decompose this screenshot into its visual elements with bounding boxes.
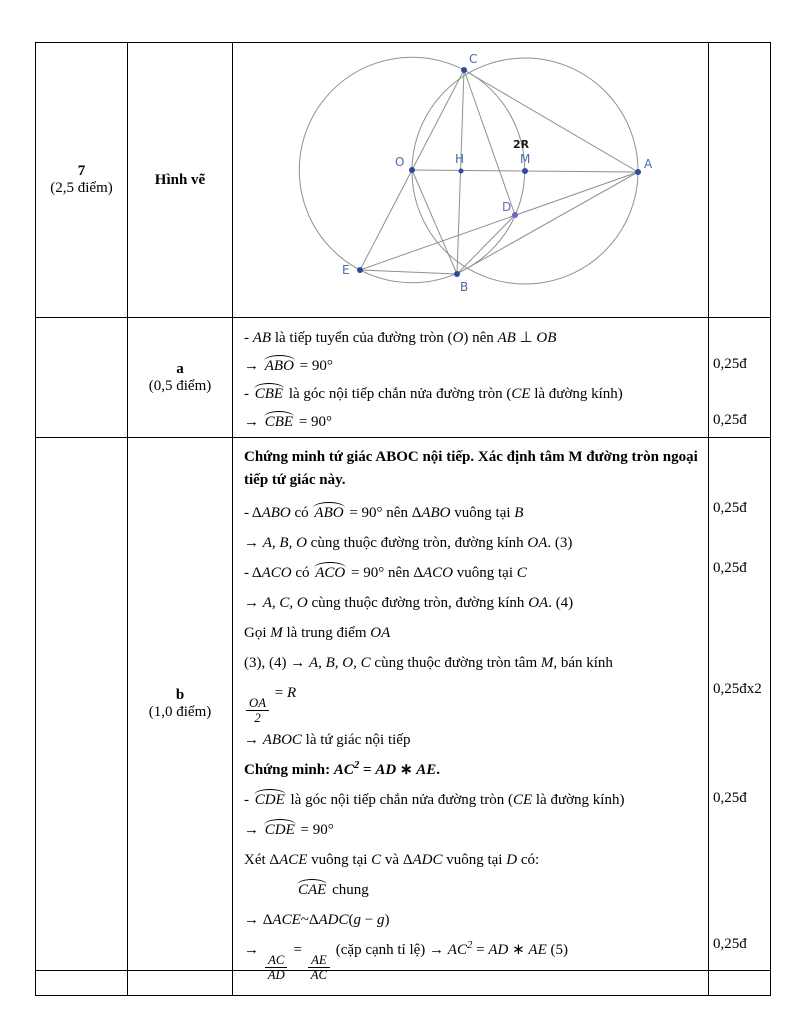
text-segment: CE	[512, 792, 533, 809]
point-B	[454, 271, 460, 277]
text-line	[244, 785, 700, 815]
cell-part-a-score	[709, 318, 771, 438]
label-B: B	[460, 279, 469, 294]
text-segment: là góc nội tiếp chắn nửa đường tròn (	[286, 792, 513, 809]
text-segment: ADC	[412, 852, 443, 869]
label-C: C	[469, 51, 478, 66]
text-segment: là góc nội tiếp chắn nửa đường tròn (	[285, 386, 512, 402]
text-line	[244, 875, 700, 905]
cell-part-b-content	[233, 438, 709, 983]
text-segment: →	[244, 358, 263, 374]
text-segment: OA	[528, 595, 549, 611]
text-segment: AB	[497, 330, 516, 346]
text-segment: =	[472, 942, 489, 959]
segment-CA	[464, 70, 638, 172]
text-line	[244, 648, 700, 678]
segment-AB	[457, 172, 638, 274]
point-E	[357, 267, 363, 273]
text-segment: =	[359, 762, 376, 779]
text-segment: ) nên	[463, 330, 498, 346]
label-M: M	[520, 151, 531, 166]
score-value: 0,25đ	[713, 500, 747, 516]
cell-figure	[233, 43, 709, 318]
text-segment: ACO	[423, 565, 454, 581]
text-segment: ⊥	[515, 330, 537, 346]
text-segment: →	[290, 655, 309, 671]
text-segment: g	[353, 912, 362, 929]
label-E: E	[342, 262, 350, 277]
angle-hat: CBE	[254, 386, 284, 402]
text-segment: vuông tại	[307, 852, 372, 869]
text-segment: 2	[466, 939, 473, 952]
text-segment: →	[244, 912, 263, 929]
text-segment: AE	[528, 942, 547, 959]
text-segment: . (3)	[547, 535, 573, 551]
point-H	[459, 168, 464, 173]
cell-score-figure	[709, 43, 771, 318]
cell-empty-a	[36, 318, 128, 438]
text-segment: chung	[328, 882, 369, 899]
text-segment: M	[270, 625, 283, 641]
text-segment: cùng thuộc đường tròn tâm	[370, 655, 541, 671]
text-segment: Gọi	[244, 625, 271, 641]
text-segment: = 90°	[295, 414, 333, 430]
question-number: 7	[77, 163, 86, 179]
segment-CD	[464, 70, 515, 215]
segment-EA	[360, 172, 638, 270]
text-segment: ~Δ	[300, 912, 319, 929]
text-segment: -	[244, 330, 253, 346]
text-segment: CE	[511, 386, 531, 402]
text-line	[244, 408, 700, 436]
text-line	[244, 324, 700, 352]
cell-footer-4	[709, 971, 771, 996]
text-line	[244, 678, 700, 725]
question-points: (2,5 điểm)	[50, 180, 113, 196]
cell-empty-b	[36, 438, 128, 971]
score-value: 0,25đ	[713, 790, 747, 806]
text-segment: vuông tại	[453, 565, 517, 581]
text-segment: →	[244, 595, 263, 611]
point-M	[522, 168, 528, 174]
label-O: O	[395, 154, 405, 169]
text-segment: →	[244, 414, 263, 430]
text-line	[244, 845, 700, 875]
segment-DB	[457, 215, 515, 274]
text-segment: →	[429, 942, 448, 959]
figure-lines	[299, 57, 638, 284]
text-segment: là đường kính)	[530, 386, 623, 402]
text-segment: →	[244, 732, 263, 749]
text-segment: ABO	[421, 505, 451, 521]
score-value: 0,25đ	[713, 936, 747, 952]
text-segment: vuông tại	[450, 505, 515, 521]
text-segment: có:	[517, 852, 540, 869]
angle-hat: ABO	[314, 505, 344, 521]
text-segment: cùng thuộc đường tròn, đường kính	[307, 595, 529, 611]
text-line	[244, 588, 700, 618]
text-segment: AE	[416, 762, 437, 779]
text-segment: M	[568, 449, 583, 465]
text-segment: = 90°	[295, 358, 333, 374]
text-line	[244, 905, 700, 935]
point-O	[409, 167, 415, 173]
fraction: $\frac{AE}{AC}$	[308, 953, 330, 982]
cell-part-b-score	[709, 438, 771, 971]
text-segment: AC	[447, 942, 467, 959]
text-line	[244, 528, 700, 558]
part-a-name: a	[176, 360, 184, 377]
figure-point-labels	[342, 52, 653, 294]
text-segment: vuông tại	[442, 852, 507, 869]
score-value: 0,25đ	[713, 412, 747, 428]
text-line	[244, 352, 700, 380]
text-segment: có	[291, 565, 314, 581]
text-segment: −	[361, 912, 377, 929]
text-segment: 2	[353, 759, 360, 772]
text-segment: ∗	[396, 762, 417, 779]
text-segment: ADC	[318, 912, 349, 929]
text-segment: B	[514, 505, 524, 521]
text-segment: Chứng minh:	[244, 762, 334, 779]
text-segment: .	[436, 762, 441, 779]
text-line	[244, 725, 700, 755]
text-segment: =	[289, 942, 306, 959]
text-segment: )	[384, 912, 390, 929]
text-segment: có	[290, 505, 313, 521]
angle-hat: CDE	[254, 792, 285, 809]
segment-OB	[412, 170, 457, 274]
text-line	[244, 558, 700, 588]
cell-figure-label	[128, 43, 233, 318]
text-segment: , bán kính	[553, 655, 613, 671]
text-segment: O	[452, 330, 464, 346]
angle-hat: CBE	[264, 414, 294, 430]
angle-hat: CDE	[264, 822, 295, 839]
text-segment: A, B, O	[262, 535, 307, 551]
cell-part-a-content	[233, 318, 709, 438]
text-line	[244, 755, 700, 785]
text-segment: - Δ	[244, 505, 262, 521]
text-segment: →	[244, 822, 263, 839]
text-segment: C	[516, 565, 527, 581]
part-b-points: (1,0 điểm)	[148, 704, 212, 720]
text-line	[244, 498, 700, 528]
score-value: 0,25đx2	[713, 681, 762, 697]
label-D: D	[502, 199, 512, 214]
text-segment: = 90°	[296, 822, 334, 839]
score-value: 0,25đ	[713, 356, 747, 372]
cell-part-b-label	[128, 438, 233, 971]
text-segment: cùng thuộc đường tròn, đường kính	[306, 535, 528, 551]
point-D	[512, 212, 518, 218]
text-segment: -	[244, 386, 253, 402]
geometry-figure	[233, 44, 708, 317]
text-segment: . (4)	[548, 595, 574, 611]
text-line	[244, 446, 700, 492]
angle-hat: CAE	[298, 882, 327, 899]
text-segment: Δ	[262, 912, 273, 929]
text-line	[244, 815, 700, 845]
text-segment: ACE	[272, 912, 301, 929]
text-segment: M	[540, 655, 554, 671]
text-segment: AD	[375, 762, 397, 779]
answer-table	[35, 42, 771, 996]
text-segment: là tiếp tuyến của đường tròn (	[271, 330, 453, 346]
text-segment: g	[376, 912, 385, 929]
text-segment: ACE	[279, 852, 308, 869]
text-segment: ∗	[508, 942, 529, 959]
text-segment: OB	[536, 330, 557, 346]
text-segment: =	[271, 685, 287, 701]
text-segment: D	[506, 852, 518, 869]
point-C	[461, 67, 467, 73]
text-segment: = 90° nên Δ	[345, 505, 422, 521]
text-segment: Xét Δ	[244, 852, 280, 869]
text-segment: →	[244, 942, 263, 959]
text-segment: A, C, O	[262, 595, 308, 611]
cell-question-number	[36, 43, 128, 318]
text-segment: AB	[252, 330, 272, 346]
text-segment: ABO	[261, 505, 291, 521]
text-segment: AD	[488, 942, 509, 959]
cell-footer-1	[36, 971, 128, 996]
text-line	[244, 618, 700, 648]
text-segment: ABOC	[262, 732, 302, 749]
text-segment: (3), (4)	[244, 655, 291, 671]
text-segment: là trung điểm	[282, 625, 371, 641]
text-segment: là đường kính)	[532, 792, 625, 809]
label-2R: 2R	[513, 137, 530, 151]
text-segment: đường tròn ngoại tiếp tứ giác này.	[244, 449, 698, 488]
text-line	[244, 380, 700, 408]
text-segment: →	[244, 535, 263, 551]
text-segment: - Δ	[244, 565, 262, 581]
score-value: 0,25đ	[713, 560, 747, 576]
text-segment: và Δ	[381, 852, 413, 869]
fraction: $\frac{OA}{2}$	[246, 696, 269, 725]
label-A: A	[644, 156, 653, 171]
cell-footer-2	[128, 971, 233, 996]
angle-hat: ABO	[264, 358, 294, 374]
text-segment: Chứng minh tứ giác	[244, 449, 376, 465]
fraction: $\frac{AC}{AD}$	[265, 953, 288, 982]
text-segment: C	[371, 852, 382, 869]
part-a-points: (0,5 điểm)	[148, 377, 212, 394]
text-segment: ABOC	[375, 449, 419, 465]
text-segment: OA	[370, 625, 391, 641]
label-H: H	[455, 151, 465, 166]
text-segment: (5)	[546, 942, 568, 959]
text-segment: A, B, O, C	[308, 655, 371, 671]
text-segment: là tứ giác nội tiếp	[301, 732, 411, 749]
text-segment: AC	[333, 762, 354, 779]
point-A	[635, 169, 641, 175]
cell-part-a-label	[128, 318, 233, 438]
text-segment: OA	[527, 535, 548, 551]
text-segment: nội tiếp. Xác định tâm	[418, 449, 569, 465]
text-segment: ACO	[261, 565, 292, 581]
part-b-name: b	[175, 687, 185, 703]
angle-hat: ACO	[315, 565, 346, 581]
cell-footer-3	[233, 971, 709, 996]
text-segment: (	[348, 912, 354, 929]
text-segment: -	[244, 792, 253, 809]
segment-EB	[360, 270, 457, 274]
text-segment: (cặp cạnh tỉ lệ)	[332, 942, 430, 959]
figure-label: Hình vẽ	[154, 171, 206, 188]
text-segment: = 90° nên Δ	[347, 565, 424, 581]
text-segment: R	[286, 685, 297, 701]
